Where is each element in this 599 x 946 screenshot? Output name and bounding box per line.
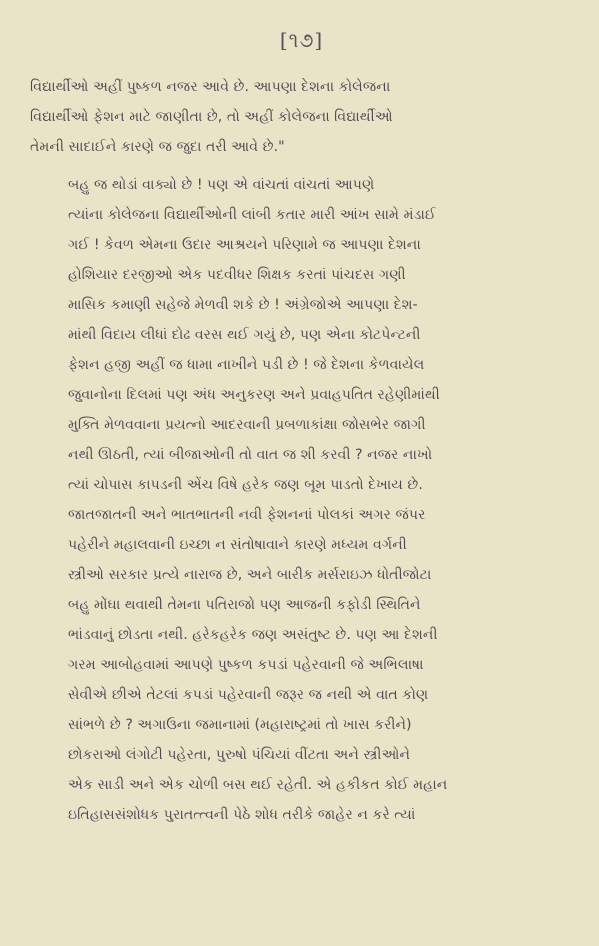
page-number: [૧૭] xyxy=(279,28,324,52)
text-line: નથી ઊઠતી, ત્યાં બીજાઓની તો વાત જ શી કરવી ? નજર નાખો xyxy=(68,447,433,463)
text-line: સ્ત્રીઓ સરકાર પ્રત્યે નારાજ છે, અને બારીક મર્સરાઇઝ ધોતીજોટા xyxy=(68,567,432,583)
text-line: હોશિયાર દરજીઓ એક પદવીધર શિક્ષક કરતાં પાંચદસ ગણી xyxy=(68,267,406,283)
text-line: એક સાડી અને એક ચોળી બસ થઈ રહેતી. એ હકીકત કોઈ મહાન xyxy=(68,777,448,793)
text-line: જુવાનોના દિલમાં પણ અંધ અનુકરણ અને પ્રવાહપતિત રહેણીમાંથી xyxy=(68,387,440,403)
text-line: મુક્તિ મેળવવાના પ્રયત્નો આદરવાની પ્રબળાકાંક્ષા જોસભેર જાગી xyxy=(68,417,426,433)
text-line: ગઈ ! કેવળ એમના ઉદાર આશ્રયને પરિણામે જ આપણા દેશના xyxy=(68,237,421,253)
text-line: ઇતિહાસસંશોધક પુરાતત્ત્વની પેઠે શોધ તરીકે જાહેર ન કરે ત્યાં xyxy=(68,807,416,823)
text-line: પહેરીને મહાલવાની ઇચ્છા ન સંતોષાવાને કારણે મધ્યમ વર્ગની xyxy=(68,537,407,553)
text-line: માસિક કમાણી સહેજે મેળવી શકે છે ! અંગ્રેજોએ આપણા દેશ- xyxy=(68,297,418,313)
paragraph-2 xyxy=(30,170,573,830)
text-line: ફેશન હજી અહીં જ ધામા નાખીને પડી છે ! જે દેશના કેળવાયેલ xyxy=(68,357,425,373)
text-line: માંથી વિદાય લીધાં દોઢ વરસ થઈ ગયું છે, પણ એના કોટપેન્ટની xyxy=(68,327,421,343)
text-line: છોકરાઓ લંગોટી પહેરતા, પુરુષો પંચિયાં વીંટતા અને સ્ત્રીઓને xyxy=(68,747,411,763)
text-line: વિદ્યાર્થીઓ અહીં પુષ્કળ નજર આવે છે. આપણા દેશના કોલેજના xyxy=(30,79,391,95)
text-line: જાતજાતની અને ભાતભાતની નવી ફેશનનાં પોલકાં અગર જંપર xyxy=(68,507,426,523)
paragraph-1 xyxy=(30,72,573,162)
text-line: સેવીએ છીએ તેટલાં કપડાં પહેરવાની જરૂર જ નથી એ વાત કોણ xyxy=(68,687,429,703)
text-line: બહુ જ થોડાં વાક્યો છે ! પણ એ વાંચતાં વાંચતાં આપણે xyxy=(68,177,375,193)
text-line: ત્યાંના કોલેજના વિદ્યાર્થીઓની લાંબી કતાર મારી આંખ સામે મંડાઈ xyxy=(68,207,436,223)
text-line: ત્યાં ચોપાસ કાપડની એંચ વિષે હરેક જણ બૂમ પાડતો દેખાય છે. xyxy=(68,477,423,493)
text-line: તેમની સાદાઈને કારણે જ જુદા તરી આવે છે." xyxy=(30,139,285,155)
text-line: બહુ મોંઘા થવાથી તેમના પતિરાજો પણ આજની કફોડી સ્થિતિને xyxy=(68,597,421,613)
text-line: સાંભળે છે ? અગાઉના જમાનામાં (મહારાષ્ટ્રમાં તો ખાસ કરીને) xyxy=(68,717,412,733)
text-line: ભાંડવાનું છોડતા નથી. હરેકહરેક જણ અસંતુષ્ટ છે. પણ આ દેશની xyxy=(68,627,438,643)
text-line: વિદ્યાર્થીઓ ફેશન માટે જાણીતા છે, તો અહીં કોલેજના વિદ્યાર્થીઓ xyxy=(30,109,393,125)
text-line: ગરમ આબોહવામાં આપણે પુષ્કળ કપડાં પહેરવાની જે અભિલાષા xyxy=(68,657,424,673)
